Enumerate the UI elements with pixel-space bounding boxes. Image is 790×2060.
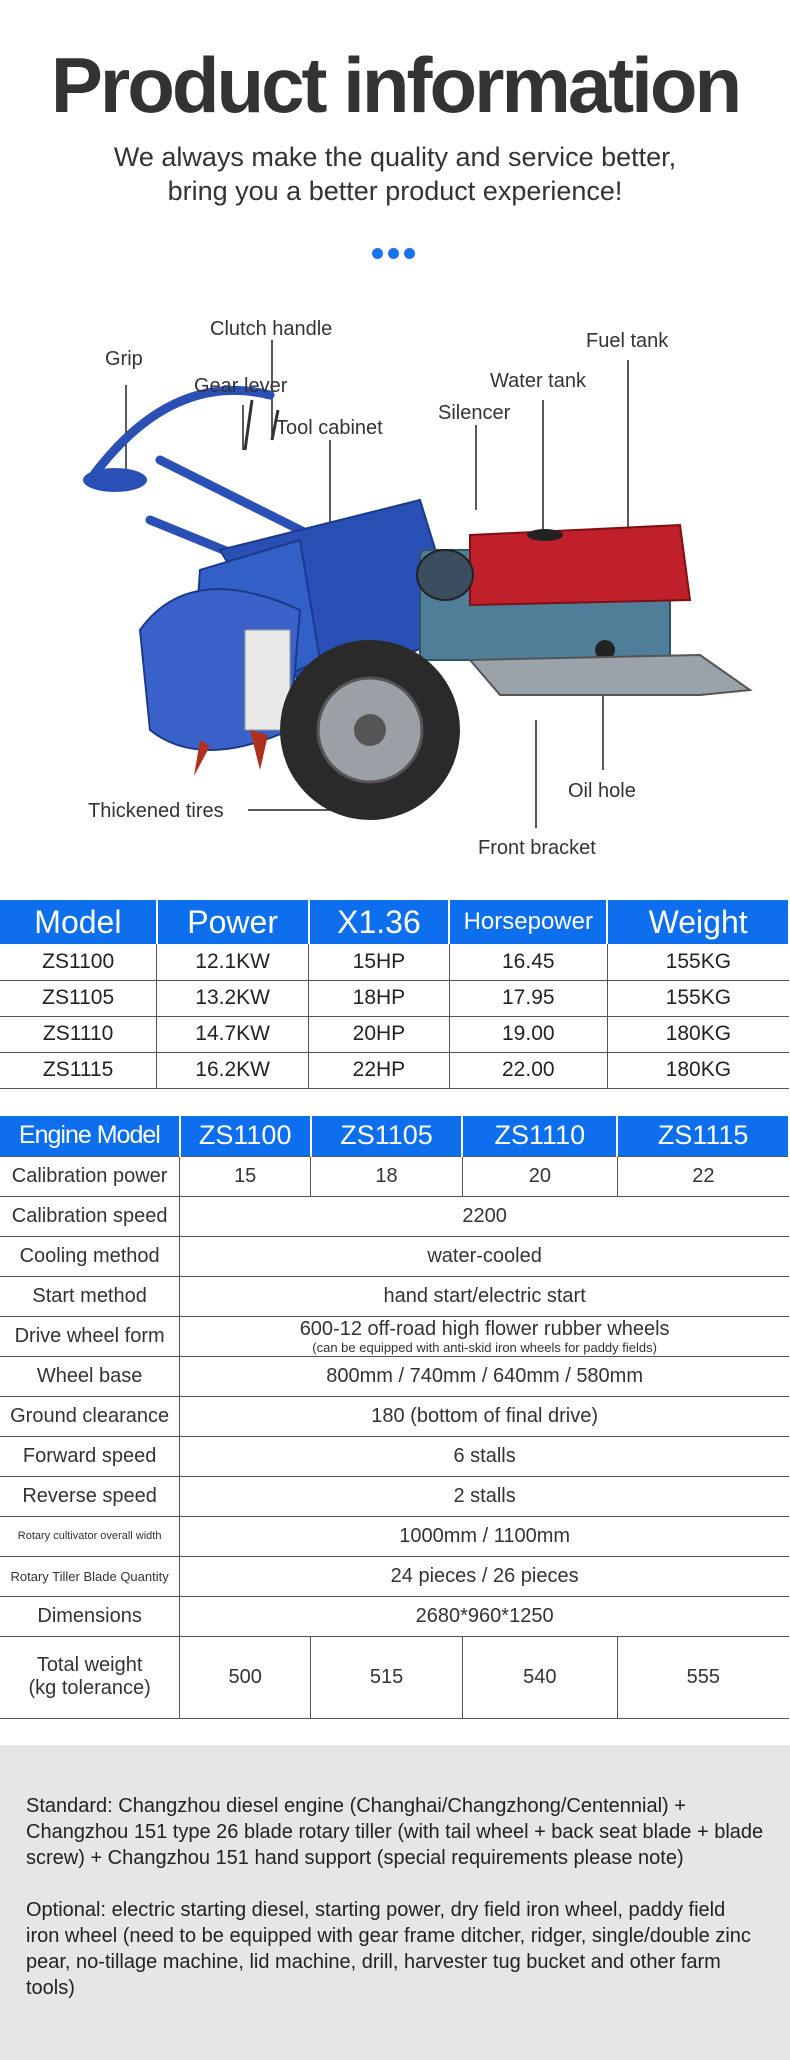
row-label: Wheel base xyxy=(0,1356,180,1396)
table-header-row xyxy=(0,1116,789,1156)
callout-water-tank: Water tank xyxy=(490,370,586,392)
row-label: Ground clearance xyxy=(0,1396,180,1436)
row-total-weight xyxy=(0,1636,789,1718)
fuel-tank-shape xyxy=(470,525,690,605)
cell-weight: 180KG xyxy=(607,1016,789,1052)
configuration-notes xyxy=(0,1745,790,2060)
page-subtitle xyxy=(0,140,790,208)
cell-value: hand start/electric start xyxy=(180,1276,789,1316)
drive-wheel-value: 600-12 off-road high flower rubber wheels xyxy=(299,1318,670,1340)
water-tank-cap xyxy=(527,529,563,541)
cell-weight: 155KG xyxy=(607,980,789,1016)
row-label: Calibration speed xyxy=(0,1196,180,1236)
cell-value: 15 xyxy=(180,1156,311,1196)
header-horsepower: Horsepower xyxy=(449,900,607,944)
hp-unit: HP xyxy=(376,1022,406,1045)
cell-model: ZS1100 xyxy=(0,944,157,980)
row-wheel-base xyxy=(0,1356,789,1396)
cell-x136 xyxy=(309,1016,450,1052)
hp-number: 22 xyxy=(352,1058,377,1081)
cell-model: ZS1105 xyxy=(0,980,157,1016)
callout-grip: Grip xyxy=(105,348,143,370)
cell-value: 500 xyxy=(180,1636,311,1718)
callout-silencer: Silencer xyxy=(438,402,511,424)
callout-fuel-tank: Fuel tank xyxy=(586,330,669,352)
table-row xyxy=(0,980,789,1016)
cell-horsepower: 19.00 xyxy=(449,1016,607,1052)
optional-config-text: Optional: electric starting diesel, starting power, dry field iron wheel, paddy field iron wheel (need to be equipped with gear frame ditcher, ridger, single/double zinc pear, no-tillage machine, lid machine, drill, harvester tug bucket and other farm tools) xyxy=(26,1899,751,1999)
row-calibration-power xyxy=(0,1156,789,1196)
row-cooling-method xyxy=(0,1236,789,1276)
row-label: Start method xyxy=(0,1276,180,1316)
table-row xyxy=(0,1016,789,1052)
cell-power: 16.2KW xyxy=(157,1052,309,1088)
cell-x136 xyxy=(309,1052,450,1088)
dot-icon xyxy=(404,248,415,259)
header-zs1105: ZS1105 xyxy=(311,1116,463,1156)
cell-x136 xyxy=(309,944,450,980)
cell-value: 20 xyxy=(462,1156,617,1196)
subtitle-line-1: We always make the quality and service better, xyxy=(113,142,677,172)
cell-power: 13.2KW xyxy=(157,980,309,1016)
row-label xyxy=(0,1636,180,1718)
callout-oil-hole: Oil hole xyxy=(568,780,636,802)
header-zs1100: ZS1100 xyxy=(180,1116,311,1156)
row-label: Rotary Tiller Blade Quantity xyxy=(0,1556,180,1596)
header-engine-model: Engine Model xyxy=(0,1116,180,1156)
cell-power: 12.1KW xyxy=(157,944,309,980)
row-rotary-width xyxy=(0,1516,789,1556)
header-zs1110: ZS1110 xyxy=(462,1116,617,1156)
cell-power: 14.7KW xyxy=(157,1016,309,1052)
header-weight: Weight xyxy=(607,900,789,944)
cell-x136 xyxy=(309,980,450,1016)
row-reverse-speed xyxy=(0,1476,789,1516)
header-model: Model xyxy=(0,900,157,944)
row-label: Rotary cultivator overall width xyxy=(0,1516,180,1556)
header-x136: X1.36 xyxy=(309,900,450,944)
cell-weight: 180KG xyxy=(607,1052,789,1088)
cell-model: ZS1115 xyxy=(0,1052,157,1088)
cell-model: ZS1110 xyxy=(0,1016,157,1052)
cell-value: 24 pieces / 26 pieces xyxy=(180,1556,789,1596)
hp-unit: HP xyxy=(376,986,406,1009)
row-blade-quantity xyxy=(0,1556,789,1596)
cell-value: 2 stalls xyxy=(180,1476,789,1516)
dot-icon xyxy=(388,248,399,259)
callout-gear-lever: Gear lever xyxy=(194,375,288,397)
hp-number: 20 xyxy=(352,1022,377,1045)
callout-thickened-tires: Thickened tires xyxy=(88,800,224,822)
row-label: Cooling method xyxy=(0,1236,180,1276)
row-label: Drive wheel form xyxy=(0,1316,180,1356)
hp-unit: HP xyxy=(376,949,406,973)
tiller-diagram xyxy=(0,300,790,870)
callout-front-bracket: Front bracket xyxy=(478,837,596,859)
product-info-header xyxy=(0,0,790,290)
cell-value: 6 stalls xyxy=(180,1436,789,1476)
cell-value: 540 xyxy=(462,1636,617,1718)
total-weight-tolerance: (kg tolerance) xyxy=(28,1677,151,1699)
row-drive-wheel-form xyxy=(0,1316,789,1356)
subtitle-line-2: bring you a better product experience! xyxy=(167,176,623,206)
row-dimensions xyxy=(0,1596,789,1636)
cell-horsepower: 17.95 xyxy=(449,980,607,1016)
decorative-dots xyxy=(372,248,415,259)
grip-icon xyxy=(83,468,147,492)
cell-value: water-cooled xyxy=(180,1236,789,1276)
total-weight-label: Total weight xyxy=(36,1654,143,1676)
row-label: Forward speed xyxy=(0,1436,180,1476)
drive-wheel-note: (can be equipped with anti-skid iron wheels for paddy fields) xyxy=(312,1340,657,1355)
cell-value: 18 xyxy=(311,1156,463,1196)
hp-unit: HP xyxy=(376,1058,406,1081)
row-label: Reverse speed xyxy=(0,1476,180,1516)
dot-icon xyxy=(372,248,383,259)
table-row xyxy=(0,1052,789,1088)
engine-spec-table xyxy=(0,1116,790,1719)
standard-config-text: Standard: Changzhou diesel engine (Changhai/Changzhong/Centennial) + Changzhou 151 type 26 blade rotary tiller (with tail wheel + back seat blade + blade screw) + Changzhou 151 hand support (special requirements please note) xyxy=(26,1795,764,1869)
cell-value: 22 xyxy=(617,1156,789,1196)
row-calibration-speed xyxy=(0,1196,789,1236)
cell-value: 2200 xyxy=(180,1196,789,1236)
callout-clutch-handle: Clutch handle xyxy=(210,318,333,340)
header-power: Power xyxy=(157,900,309,944)
header-zs1115: ZS1115 xyxy=(617,1116,789,1156)
cell-horsepower: 16.45 xyxy=(449,944,607,980)
hp-number: 15 xyxy=(352,949,377,973)
row-ground-clearance xyxy=(0,1396,789,1436)
row-start-method xyxy=(0,1276,789,1316)
callout-tool-cabinet: Tool cabinet xyxy=(276,417,383,439)
row-label: Calibration power xyxy=(0,1156,180,1196)
table-row xyxy=(0,944,789,980)
walking-tractor-illustration xyxy=(0,300,790,870)
cell-value: 555 xyxy=(617,1636,789,1718)
cell-value: 2680*960*1250 xyxy=(180,1596,789,1636)
cell-weight: 155KG xyxy=(607,944,789,980)
cell-horsepower: 22.00 xyxy=(449,1052,607,1088)
cell-value: 1000mm / 1100mm xyxy=(180,1516,789,1556)
row-forward-speed xyxy=(0,1436,789,1476)
silencer-shape xyxy=(417,550,473,600)
hp-number: 18 xyxy=(352,986,377,1009)
model-power-table xyxy=(0,900,790,1089)
page-title: Product information xyxy=(50,41,740,129)
cell-value: 515 xyxy=(311,1636,463,1718)
table-header-row xyxy=(0,900,789,944)
row-label: Dimensions xyxy=(0,1596,180,1636)
cell-value: 180 (bottom of final drive) xyxy=(180,1396,789,1436)
cell-value: 800mm / 740mm / 640mm / 580mm xyxy=(180,1356,789,1396)
cell-value xyxy=(180,1316,789,1356)
